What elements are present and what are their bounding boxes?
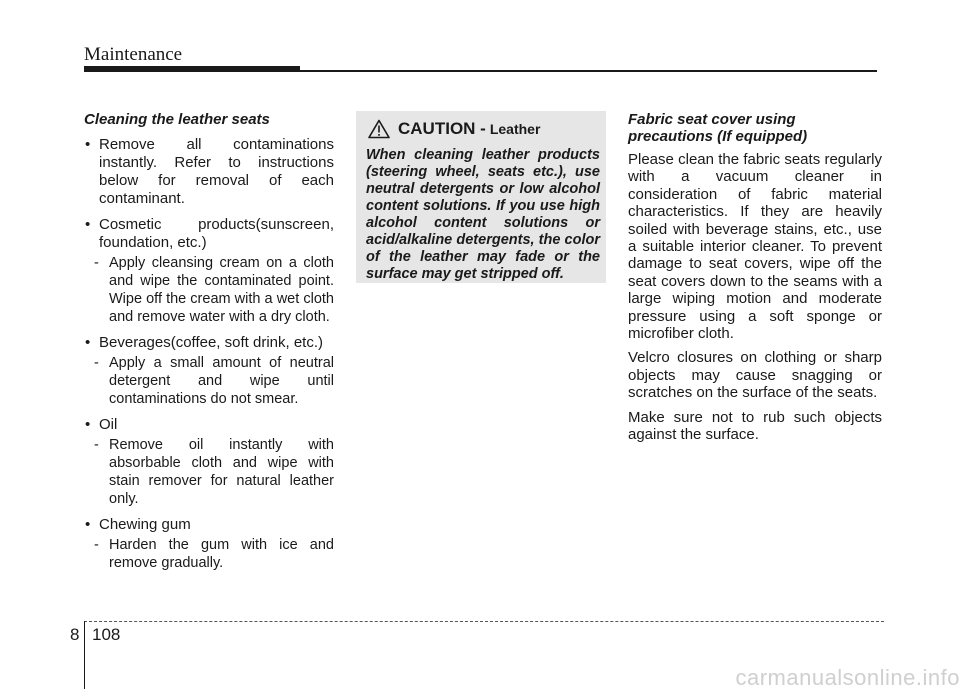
caution-subject: Leather	[489, 121, 541, 137]
sub-item	[84, 436, 334, 508]
bullet-text: Oil	[99, 416, 118, 433]
footer-divider	[84, 621, 85, 689]
header-rule-thin	[300, 70, 877, 72]
caution-label: CAUTION -	[398, 119, 486, 138]
page-header-title: Maintenance	[84, 44, 183, 65]
page-number: 108	[92, 625, 121, 644]
sub-item	[84, 354, 334, 408]
bullet-icon: •	[85, 216, 91, 233]
watermark: carmanualsonline.info	[735, 665, 960, 690]
bullet-item	[84, 516, 334, 534]
footer-dashed-rule	[84, 621, 884, 622]
bullet-text: Remove all contaminations instantly. Refer to instructions below for removal of each contaminant.	[99, 136, 334, 207]
middle-column	[356, 111, 606, 283]
bullet-icon: •	[85, 516, 91, 533]
paragraph: Velcro closures on clothing or sharp objects may cause snagging or scratches on the surface of the seats.	[628, 349, 882, 402]
bullet-icon: •	[85, 136, 91, 153]
header-rule-thick	[84, 66, 300, 72]
bullet-text: Beverages(coffee, soft drink, etc.)	[99, 334, 323, 351]
caution-header	[368, 119, 600, 139]
paragraph: Please clean the fabric seats regularly with a vacuum cleaner in consideration of fabric material characteristics. If they are heavily soiled with beverage stains, etc., use a suitable interior cleaner. To prevent damage to seat covers, wipe off the seat covers down to the seams with a large wiping motion and moderate pressure using a soft sponge or microfiber cloth.	[628, 151, 882, 343]
bullet-item	[84, 216, 334, 252]
sub-item-text: Harden the gum with ice and remove gradually.	[109, 537, 334, 571]
sub-item-text: Apply cleansing cream on a cloth and wipe the contaminated point. Wipe off the cream with a wet cloth and remove water with a dry cloth.	[109, 255, 334, 325]
section-heading-leather: Cleaning the leather seats	[84, 111, 270, 128]
paragraph: Make sure not to rub such objects against the surface.	[628, 408, 882, 444]
left-column	[84, 111, 334, 580]
sub-item	[84, 254, 334, 326]
dash-icon: -	[94, 355, 99, 371]
bullet-icon: •	[85, 334, 91, 351]
bullet-item	[84, 334, 334, 352]
section-heading-fabric: Fabric seat cover using precautions (If equipped)	[628, 111, 808, 145]
bullet-text: Cosmetic products(sunscreen, foundation, etc.)	[99, 216, 334, 251]
dash-icon: -	[94, 537, 99, 553]
sub-item	[84, 536, 334, 572]
bullet-item	[84, 136, 334, 208]
sub-item-text: Apply a small amount of neutral detergent and wipe until contaminations do not smear.	[109, 355, 334, 407]
warning-triangle-icon	[368, 119, 390, 139]
leather-cleaning-list	[84, 136, 334, 572]
chapter-number: 8	[70, 625, 80, 644]
caution-text: When cleaning leather products (steering wheel, seats etc.), use neutral detergents or low alcohol content solutions. If you use high alcohol content solutions or acid/alkaline detergents, the color of the leather may fade or the surface may get stripped off.	[366, 147, 600, 282]
bullet-text: Chewing gum	[99, 516, 191, 533]
dash-icon: -	[94, 255, 99, 271]
sub-item-text: Remove oil instantly with absorbable cloth and wipe with stain remover for natural leather only.	[109, 437, 334, 507]
caution-box	[356, 111, 606, 283]
right-column	[628, 111, 882, 451]
bullet-item	[84, 416, 334, 434]
bullet-icon: •	[85, 416, 91, 433]
dash-icon: -	[94, 437, 99, 453]
